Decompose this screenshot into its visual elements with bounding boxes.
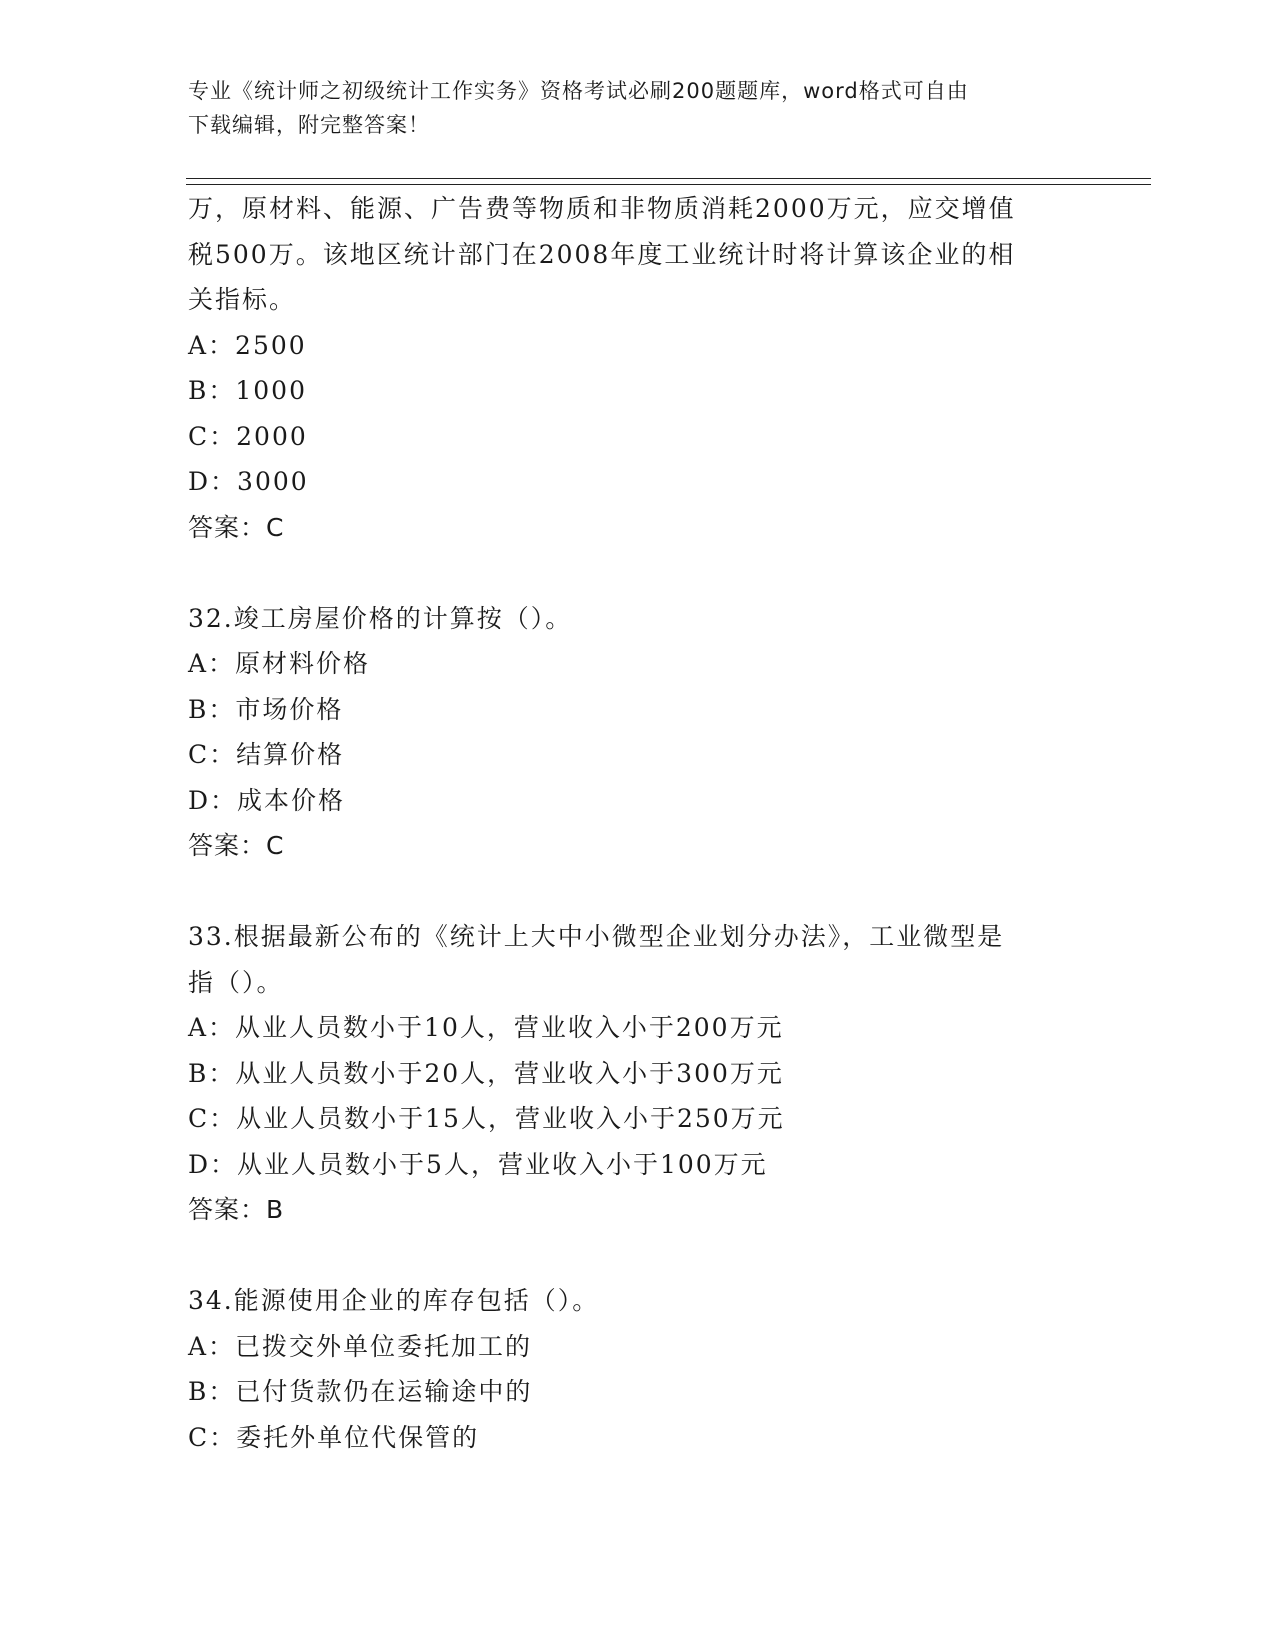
- option-b: B：从业人员数小于20人，营业收入小于300万元: [188, 1058, 784, 1088]
- document-header: [188, 74, 1088, 142]
- answer-label: 答案：C: [188, 512, 285, 542]
- question-text-line: 万，原材料、能源、广告费等物质和非物质消耗2000万元，应交增值: [188, 194, 1016, 223]
- option-c: C：委托外单位代保管的: [188, 1422, 480, 1452]
- spacer: [188, 1233, 1088, 1279]
- option-b: B：已付货款仍在运输途中的: [188, 1377, 533, 1406]
- option-a: A：已拨交外单位委托加工的: [188, 1331, 533, 1361]
- question-34: [188, 1278, 1088, 1460]
- option-a: A：2500: [188, 330, 307, 360]
- question-32: [188, 596, 1088, 869]
- header-divider-top: [186, 178, 1151, 179]
- header-line-1: 专业《统计师之初级统计工作实务》资格考试必刷200题题库，word格式可自由: [188, 79, 969, 103]
- question-fragment: [188, 186, 1088, 550]
- question-33: [188, 914, 1088, 1233]
- option-c: C：2000: [188, 421, 308, 451]
- answer-label: 答案：B: [188, 1195, 285, 1224]
- answer-label: 答案：C: [188, 831, 285, 860]
- option-d: D：从业人员数小于5人，营业收入小于100万元: [188, 1149, 768, 1179]
- spacer: [188, 869, 1088, 915]
- option-b: B：1000: [188, 376, 307, 405]
- question-text-line: 关指标。: [188, 285, 297, 314]
- option-d: D：3000: [188, 467, 309, 496]
- question-text-line: 税500万。该地区统计部门在2008年度工业统计时将计算该企业的相: [188, 239, 1016, 269]
- header-line-2: 下载编辑，附完整答案！: [188, 113, 430, 137]
- option-a: A：原材料价格: [188, 649, 371, 678]
- option-c: C：结算价格: [188, 740, 345, 769]
- option-b: B：市场价格: [188, 694, 344, 724]
- option-c: C：从业人员数小于15人，营业收入小于250万元: [188, 1104, 785, 1133]
- option-d: D：成本价格: [188, 785, 346, 815]
- question-text-line: 33.根据最新公布的《统计上大中小微型企业划分办法》，工业微型是: [188, 922, 1005, 951]
- question-text-line: 34.能源使用企业的库存包括（）。: [188, 1286, 600, 1315]
- question-text-line: 32.竣工房屋价格的计算按（）。: [188, 603, 573, 633]
- option-a: A：从业人员数小于10人，营业收入小于200万元: [188, 1013, 784, 1042]
- header-divider-bottom: [186, 184, 1151, 185]
- spacer: [188, 550, 1088, 596]
- question-content: [188, 186, 1088, 1460]
- question-text-line: 指（）。: [188, 967, 284, 997]
